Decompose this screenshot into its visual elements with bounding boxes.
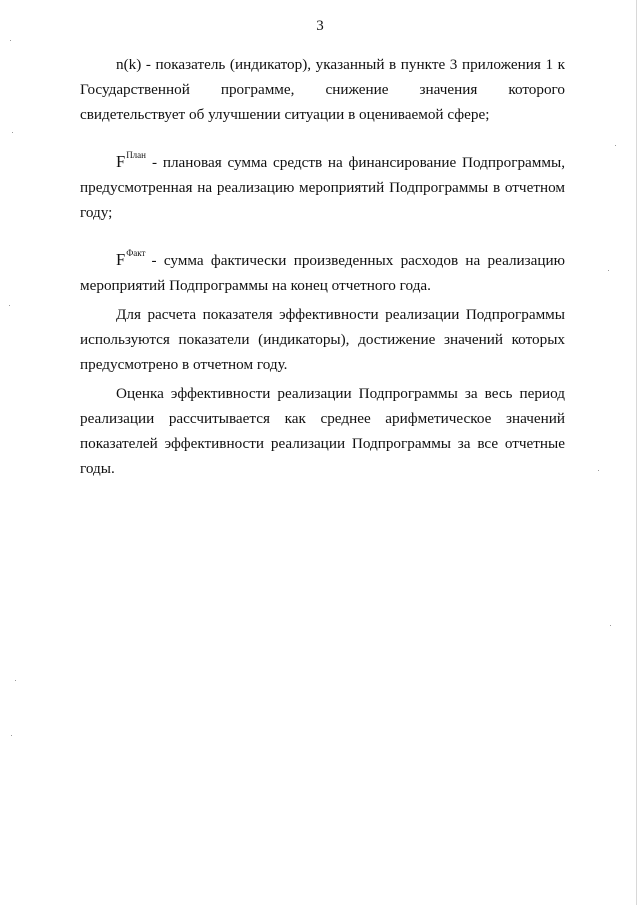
plan-definition-text: - плановая сумма средств на финансирование Подпрограммы, предусмотренная на реализацию мероприятий Подпрограммы в отчетном году; bbox=[80, 154, 565, 221]
plan-superscript: План bbox=[126, 150, 146, 160]
fact-definition-text: - сумма фактически произведенных расходов на реализацию мероприятий Подпрограммы на конец отчетного года. bbox=[80, 252, 565, 294]
scan-speck bbox=[9, 305, 10, 306]
paragraph-overall-evaluation: Оценка эффективности реализации Подпрограммы за весь период реализации рассчитывается как среднее арифметическое значений показателей эффективности реализации Подпрограммы за все отчетные годы. bbox=[80, 385, 565, 477]
scan-edge-line bbox=[636, 0, 637, 905]
paragraph-nk-definition: n(k) - показатель (индикатор), указанный в пункте 3 приложения 1 к Государственной программе, снижение значения которого свидетельствует об улучшении ситуации в оцениваемой сфере; bbox=[80, 56, 565, 123]
scan-speck bbox=[608, 270, 609, 271]
scan-speck bbox=[610, 625, 611, 626]
fact-symbol: F bbox=[116, 250, 126, 269]
page-number: 3 bbox=[316, 18, 324, 34]
scan-speck bbox=[11, 735, 12, 736]
scan-speck bbox=[12, 132, 13, 133]
paragraph-fact-definition bbox=[80, 241, 565, 298]
paragraph-indicators-usage: Для расчета показателя эффективности реализации Подпрограммы используются показатели (индикаторы), достижение значений которых предусмотрено в отчетном году. bbox=[80, 306, 565, 373]
paragraph-plan-definition bbox=[80, 143, 565, 225]
document-body bbox=[80, 52, 565, 481]
scan-speck bbox=[10, 40, 11, 41]
scan-speck bbox=[598, 470, 599, 471]
scan-speck bbox=[15, 680, 16, 681]
scan-speck bbox=[615, 145, 616, 146]
plan-symbol: F bbox=[116, 152, 126, 171]
fact-superscript: Факт bbox=[126, 248, 146, 258]
